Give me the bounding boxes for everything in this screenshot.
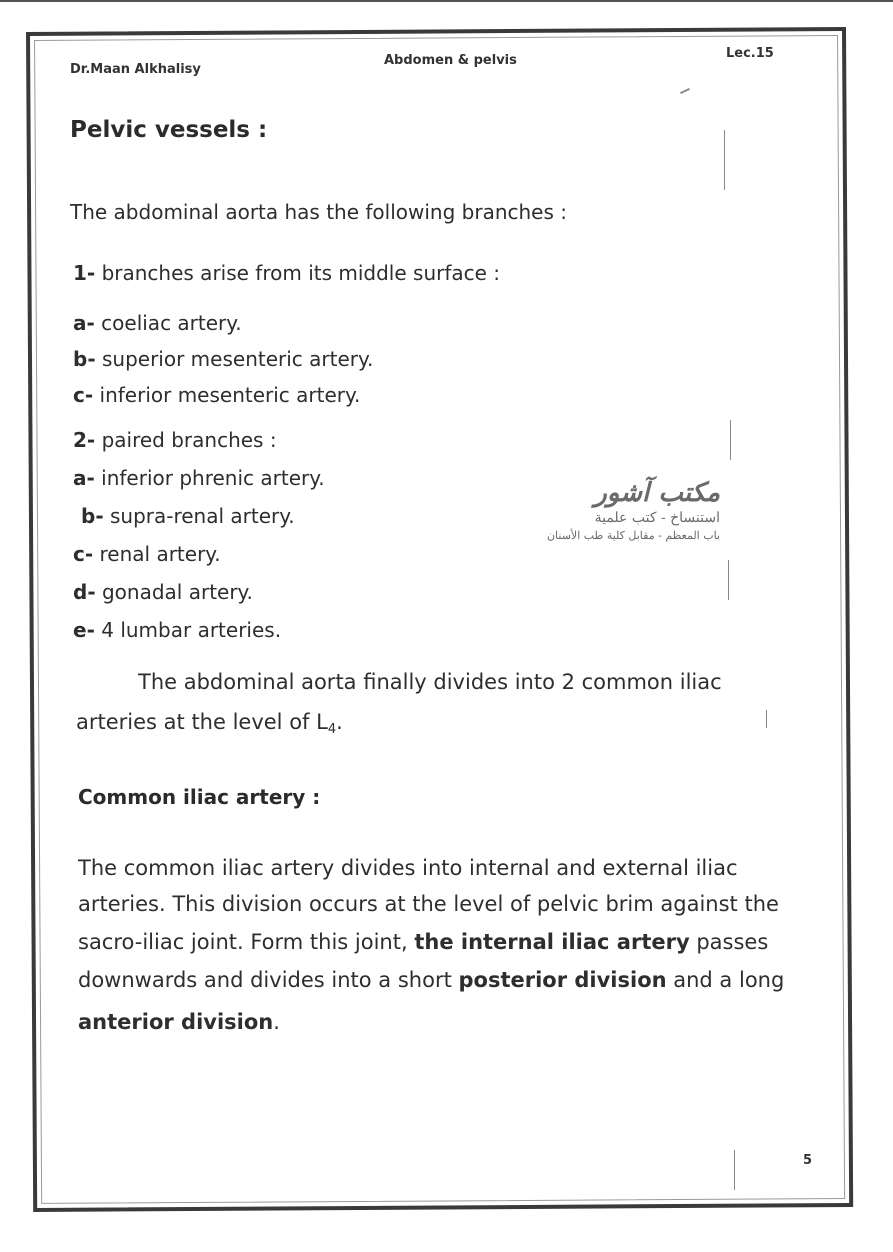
list-item-text: inferior phrenic artery. (101, 466, 325, 490)
stamp-line-1: مكتب آشور (594, 478, 720, 508)
header-lecture: Lec.15 (726, 46, 774, 61)
section2-heading (73, 428, 277, 452)
list-item (81, 504, 295, 528)
common-iliac-line-4 (78, 968, 784, 992)
list-item (73, 580, 253, 604)
intro-text: The abdominal aorta has the following branches : (70, 200, 567, 224)
common-iliac-line-3 (78, 930, 768, 954)
list-item-text: superior mesenteric artery. (101, 347, 374, 371)
text-run: and a long (666, 968, 785, 992)
bold-text-run: the internal iliac artery (414, 930, 690, 954)
text-run: . (273, 1010, 280, 1034)
subscript-value: 4 (327, 722, 337, 737)
list-item-letter: c- (73, 542, 94, 566)
common-iliac-line-2: arteries. This division occurs at the level of pelvic brim against the (78, 892, 779, 916)
list-item-text: inferior mesenteric artery. (99, 383, 361, 407)
list-item (73, 466, 325, 490)
section1-label: branches arise from its middle surface : (101, 261, 501, 285)
list-item-text: renal artery. (99, 542, 221, 566)
list-item-text: gonadal artery. (101, 580, 253, 604)
common-iliac-line-1: The common iliac artery divides into internal and external iliac (78, 856, 738, 880)
page-number: 5 (803, 1153, 813, 1168)
stamp-line-2: استنساخ - كتب علمية (594, 510, 720, 526)
list-item-letter: b- (81, 504, 104, 528)
list-item (73, 383, 360, 407)
scan-artifact (766, 710, 767, 728)
stamp-line-3: باب المعظم - مقابل كلية طب الأسنان (546, 529, 720, 542)
list-item-letter: a- (73, 311, 95, 335)
scan-artifact (724, 130, 725, 190)
page-title: Pelvic vessels : (70, 117, 268, 143)
section2-label: paired branches : (101, 428, 277, 452)
division-line-2 (76, 710, 343, 737)
list-item-letter: c- (73, 383, 94, 407)
scan-artifact (728, 560, 729, 600)
list-item (73, 542, 221, 566)
text-run: downwards and divides into a short (78, 968, 459, 992)
list-item (73, 311, 242, 335)
header-author: Dr.Maan Alkhalisy (70, 62, 201, 77)
bold-text-run: posterior division (458, 968, 667, 992)
list-item-letter: b- (73, 347, 96, 371)
list-item-letter: e- (73, 618, 95, 642)
scan-edge (0, 0, 893, 2)
section1-heading (73, 261, 500, 285)
division-end: . (336, 710, 343, 734)
list-item-letter: d- (73, 580, 96, 604)
scan-artifact (730, 420, 731, 460)
division-line-1: The abdominal aorta finally divides into 2 common iliac (138, 670, 722, 694)
division-text: arteries at the level of L (76, 710, 328, 734)
common-iliac-heading: Common iliac artery : (78, 785, 321, 809)
scan-artifact (734, 1150, 735, 1190)
section2-number: 2- (73, 428, 96, 452)
header-subject: Abdomen & pelvis (384, 53, 517, 68)
list-item-text: 4 lumbar arteries. (101, 618, 282, 642)
text-run: passes (689, 930, 769, 954)
list-item (73, 618, 281, 642)
list-item-text: coeliac artery. (101, 311, 242, 335)
section1-number: 1- (73, 261, 96, 285)
common-iliac-line-5 (78, 1010, 280, 1034)
bold-text-run: anterior division (78, 1010, 274, 1034)
text-run: sacro-iliac joint. Form this joint, (78, 930, 415, 954)
bookshop-stamp (515, 478, 720, 558)
list-item (73, 347, 373, 371)
list-item-letter: a- (73, 466, 95, 490)
list-item-text: supra-renal artery. (109, 504, 295, 528)
